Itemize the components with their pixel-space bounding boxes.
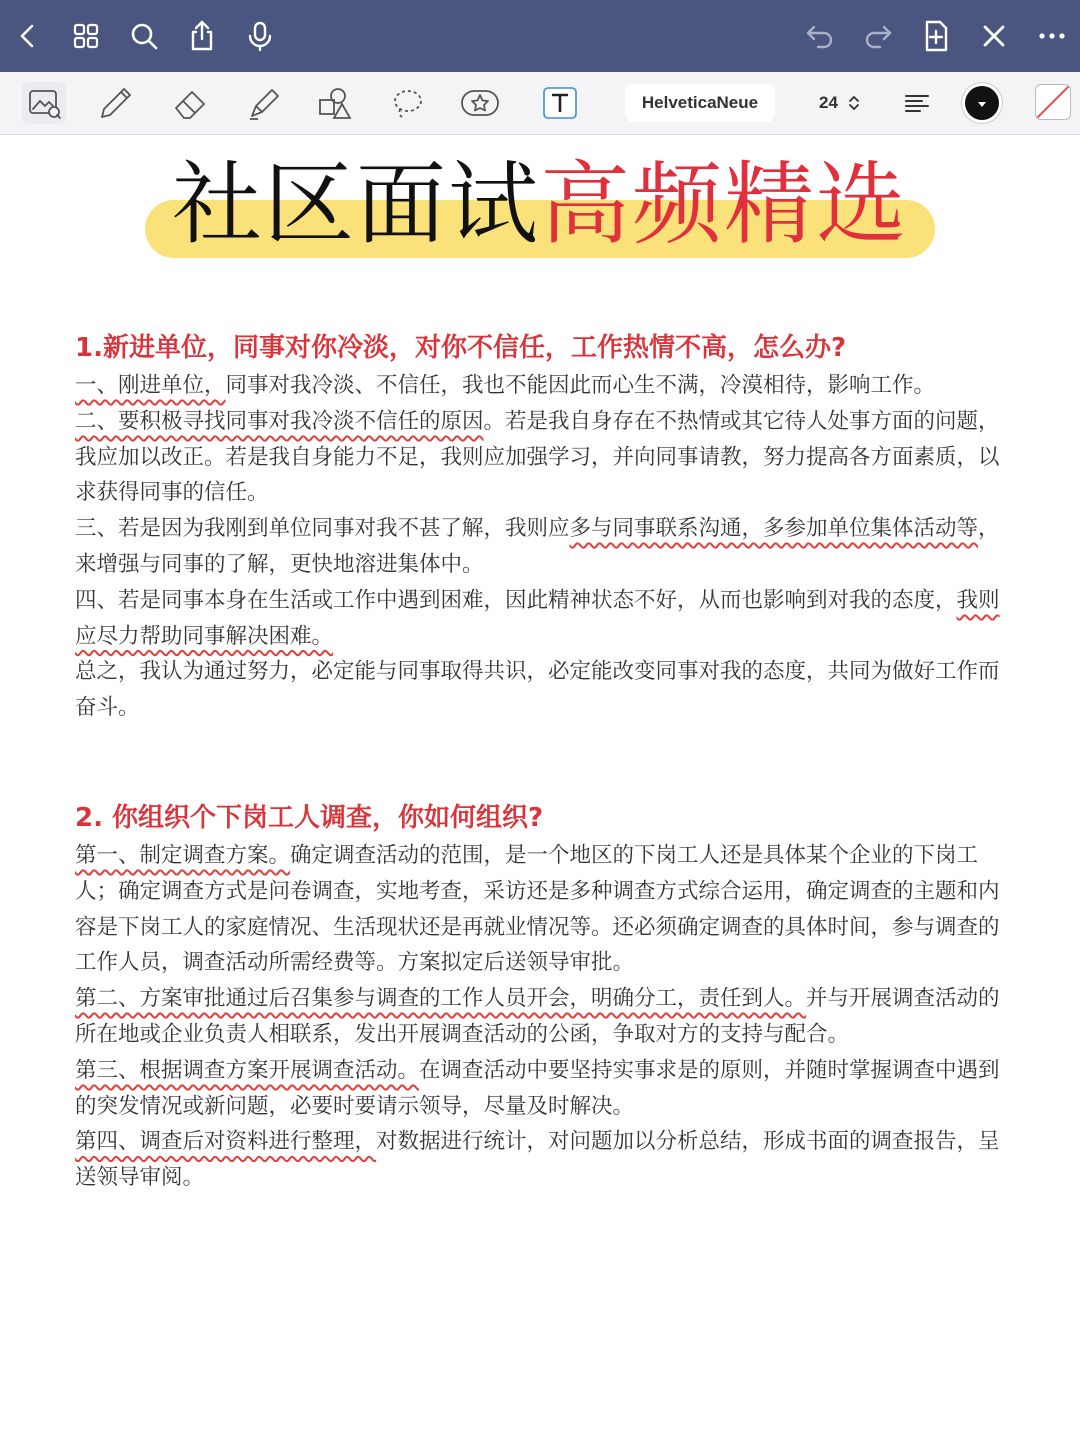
underlined-phrase: 第三、根据调查方案开展调查活动。 (75, 1057, 420, 1083)
underlined-phrase: 多与同事联系沟通，多参加单位集体活动等 (569, 516, 979, 542)
answer-paragraph (75, 981, 1010, 1053)
pen-tool-icon[interactable] (94, 82, 138, 124)
answer-paragraph (75, 583, 1010, 655)
answer-paragraph (75, 511, 1010, 583)
underlined-phrase: 第一、制定调查方案。 (75, 842, 291, 868)
font-family-selector[interactable]: HelveticaNeue (625, 84, 775, 122)
answer-text: 四、若是同事本身在生活或工作中遇到困难，因此精神状态不好，从而也影响到对我的态度， (75, 587, 957, 613)
chevron-up-down-icon (847, 95, 861, 111)
answer-text: 。若是我自身存在不热情或其它待人处事方面的问题，我应加以改正。若是我自身能力不足，我则应加强学习，并向同事请教，努力提高各方面素质，以求获得同事的信任。 (75, 408, 1000, 506)
close-icon[interactable] (976, 18, 1012, 54)
answer-text: 在调查活动中要坚持实事求是的原则，并随时掌握调查中遇到的突发情况或新问题，必要时要请示领导，尽量及时解决。 (75, 1057, 1000, 1119)
answer-paragraph (75, 1053, 1010, 1125)
answer-text: ，来增强与同事的了解，更快地溶进集体中。 (75, 516, 1000, 577)
answer-text: 确定调查活动的范围，是一个地区的下岗工人还是具体某个企业的下岗工人；确定调查方式是问卷调查，实地考查，采访还是多种调查方式综合运用，确定调查的主题和内容是下岗工人的家庭情况、生活现状还是再就业情况等。还必须确定调查的具体时间，参与调查的工作人员，调查活动所需经费等。方案拟定后送领导审批。 (75, 842, 1000, 976)
eraser-tool-icon[interactable] (168, 82, 212, 124)
question-heading: 1.新进单位，同事对你冷淡，对你不信任，工作热情不高，怎么办? (75, 333, 847, 363)
underlined-phrase: 我则应尽力帮助同事解决困难。 (75, 587, 1000, 649)
redo-icon[interactable] (860, 18, 896, 54)
underlined-phrase: 一、刚进单位， (75, 373, 226, 398)
add-page-icon[interactable] (918, 18, 954, 54)
search-icon[interactable] (126, 18, 162, 54)
answer-text: 同事对我冷淡、不信任，我也不能因此而心生不满，冷漠相待，影响工作。 (225, 373, 936, 398)
title-part-red: 高频精选 (540, 152, 908, 257)
highlighter-tool-icon[interactable] (242, 82, 286, 124)
question-heading: 2. 你组织个下岗工人调查，你如何组织? (75, 802, 544, 833)
no-fill-icon[interactable] (1035, 84, 1071, 120)
font-size-selector[interactable] (805, 84, 877, 122)
underlined-phrase: 第二、方案审批通过后召集参与调查的工作人员开会，明确分工，责任到人。 (75, 986, 807, 1012)
page-title (0, 150, 1080, 260)
underlined-phrase: 二、要积极寻找同事对我冷淡不信任的原因 (75, 408, 484, 434)
lasso-tool-icon[interactable] (386, 82, 430, 124)
answer-paragraph (75, 368, 1010, 404)
answer-paragraph (75, 1124, 1010, 1196)
font-size-value: 24 (819, 93, 838, 112)
answer-text: 对数据进行统计，对问题加以分析总结，形成书面的调查报告，呈送领导审阅。 (75, 1129, 1000, 1191)
image-scan-tool-icon[interactable] (22, 82, 66, 124)
answer-text: 三、若是因为我刚到单位同事对我不甚了解，我则应 (75, 516, 570, 542)
grid-icon[interactable] (68, 18, 104, 54)
answer-text: 并与开展调查活动的所在地或企业负责人相联系，发出开展调查活动的公函，争取对方的支持与配合。 (75, 986, 1000, 1047)
text-color-picker[interactable] (965, 86, 999, 120)
undo-icon[interactable] (802, 18, 838, 54)
more-icon[interactable] (1034, 18, 1070, 54)
section-spacer (75, 726, 1010, 798)
answer-paragraph (75, 654, 1010, 726)
note-content (75, 328, 1010, 1196)
top-nav-bar (0, 0, 1080, 72)
sticker-tool-icon[interactable] (458, 82, 502, 124)
microphone-icon[interactable] (242, 18, 278, 54)
title-part-black: 社区面试 (172, 152, 540, 257)
back-icon[interactable] (10, 18, 46, 54)
answer-text: 总之，我认为通过努力，必定能与同事取得共识，必定能改变同事对我的态度，共同为做好工作而奋斗。 (75, 659, 1000, 721)
text-tool-icon[interactable] (538, 82, 582, 124)
underlined-phrase: 第四、调查后对资料进行整理， (75, 1129, 377, 1155)
text-align-icon[interactable] (900, 88, 934, 118)
share-icon[interactable] (184, 18, 220, 54)
shapes-tool-icon[interactable] (312, 82, 356, 124)
answer-paragraph (75, 404, 1010, 511)
answer-paragraph (75, 838, 1010, 981)
